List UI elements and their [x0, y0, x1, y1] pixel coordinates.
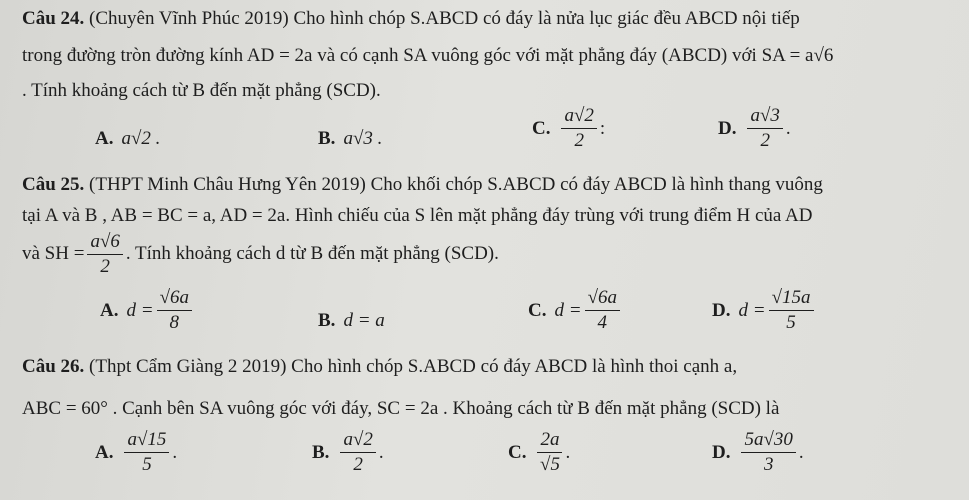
q26-option-a[interactable]: A. $\frac{a√15}{5}$ . — [95, 429, 178, 475]
q25-line1 — [22, 174, 823, 196]
q25-head: Câu 25. — [22, 174, 85, 195]
q24-line3: . Tính khoảng cách từ B đến mặt phẳng (SCD). — [22, 80, 381, 101]
q24-text1: (Chuyên Vĩnh Phúc 2019) Cho hình chóp S.ABCD có đáy là nửa lục giác đều ABCD nội tiếp — [89, 8, 800, 29]
q25-option-c[interactable]: C. d = $\frac{√6a}{4}$ — [528, 286, 623, 335]
q26-line1 — [22, 356, 737, 378]
q24-line2: trong đường tròn đường kính AD = 2a và có cạnh SA vuông góc với mặt phẳng đáy (ABCD) với SA = a√6 — [22, 45, 834, 66]
q25-option-d[interactable]: D. d = $\frac{√15a}{5}$ — [712, 286, 817, 335]
q26-text1: (Thpt Cẩm Giàng 2 2019) Cho hình chóp S.ABCD có đáy ABCD là hình thoi cạnh a, — [89, 356, 738, 377]
q26-head: Câu 26. — [22, 356, 85, 377]
q24-option-a[interactable]: A. a√2 . — [95, 128, 161, 149]
q25-option-a[interactable]: A. d = $\frac{√6a}{8}$ — [100, 286, 195, 335]
q25-option-b[interactable]: B. d = a — [318, 310, 385, 331]
q25-line3: và SH = $\frac{a√6}{2}$ . Tính khoảng cách d từ B đến mặt phẳng (SCD). — [22, 230, 499, 277]
q24-option-c[interactable]: C. $\frac{a√2}{2}$ : — [532, 105, 606, 151]
q25-text1: (THPT Minh Châu Hưng Yên 2019) Cho khối chóp S.ABCD có đáy ABCD là hình thang vuông — [89, 174, 823, 195]
q26-option-b[interactable]: B. $\frac{a√2}{2}$ . — [312, 429, 384, 475]
q24-line1 — [22, 8, 800, 30]
q25-line2: tại A và B , AB = BC = a, AD = 2a. Hình chiếu của S lên mặt phẳng đáy trùng với trung điểm H của AD — [22, 205, 813, 226]
q26-option-c[interactable]: C. $\frac{2a}{√5}$ . — [508, 429, 571, 475]
q24-head: Câu 24. — [22, 8, 85, 29]
q24-option-b[interactable]: B. a√3 . — [318, 128, 383, 149]
q24-option-d[interactable]: D. $\frac{a√3}{2}$ . — [718, 105, 791, 151]
q26-line2: ABC = 60° . Cạnh bên SA vuông góc với đáy, SC = 2a . Khoảng cách từ B đến mặt phẳng (SCD) là — [22, 398, 780, 419]
q26-option-d[interactable]: D. $\frac{5a√30}{3}$ . — [712, 429, 804, 475]
